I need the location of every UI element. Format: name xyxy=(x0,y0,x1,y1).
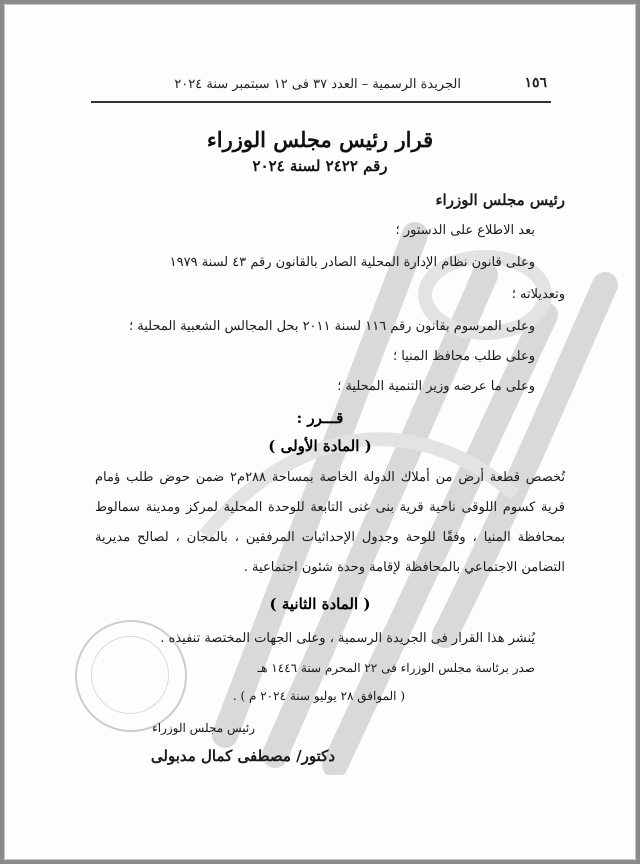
decree-number: رقم ٢٤٢٢ لسنة ٢٠٢٤ xyxy=(252,157,388,175)
date-line: ( الموافق ٢٨ يوليو سنة ٢٠٢٤ م ) . xyxy=(232,689,405,703)
preamble-line: وعلى قانون نظام الإدارة المحلية الصادر بالقانون رقم ٤٣ لسنة ١٩٧٩ xyxy=(169,255,535,270)
preamble-line: بعد الاطلاع على الدستور ؛ xyxy=(395,223,535,238)
article-2-text: يُنشر هذا القرار فى الجريدة الرسمية ، وعلى الجهات المختصة تنفيذه . xyxy=(160,631,535,646)
article-1-text: تُخصص قطعة أرض من أملاك الدولة الخاصة بمساحة ٢٨٨م٢ ضمن حوض طلب ؤمام قرية كسوم اللوقى ناحية قرية بنى غنى التابعة للوحدة المحلية لمركز ومدينة سمالوط بمحافظة المنيا ، وفقًا للوحة وجدول الإحداثيات المرفقين ، بالمجان ، لصالح مديرية التضامن الاجتماعي بالمحافظة لإقامة وحدة شئون اجتماعية . xyxy=(95,470,565,575)
decree-title: قرار رئيس مجلس الوزراء xyxy=(206,127,434,152)
signatory-name: دكتور/ مصطفى كمال مدبولى xyxy=(150,747,335,765)
preamble-line: وتعديلاته ؛ xyxy=(511,287,565,302)
signature-title: رئيس مجلس الوزراء xyxy=(152,721,255,735)
article-1-heading: ( المادة الأولى ) xyxy=(268,437,372,455)
issuer: رئيس مجلس الوزراء xyxy=(435,191,565,209)
gazette-page xyxy=(4,4,636,860)
decided-heading: قـــرر : xyxy=(296,409,344,427)
page-header xyxy=(91,73,551,95)
page-number: ١٥٦ xyxy=(524,75,547,91)
gazette-issue: الجريدة الرسمية – العدد ٣٧ فى ١٢ سبتمبر سنة ٢٠٢٤ xyxy=(174,77,461,92)
preamble-line: وعلى المرسوم بقانون رقم ١١٦ لسنة ٢٠١١ بحل المجالس الشعبية المحلية ؛ xyxy=(129,319,535,334)
article-2-heading: ( المادة الثانية ) xyxy=(269,595,371,613)
header-divider xyxy=(91,101,551,103)
preamble-line: وعلى طلب محافظ المنيا ؛ xyxy=(392,349,535,364)
issued-line: صدر برئاسة مجلس الوزراء فى ٢٢ المحرم سنة ١٤٤٦ هـ xyxy=(257,661,535,675)
preamble-line: وعلى ما عرضه وزير التنمية المحلية ؛ xyxy=(337,379,535,394)
